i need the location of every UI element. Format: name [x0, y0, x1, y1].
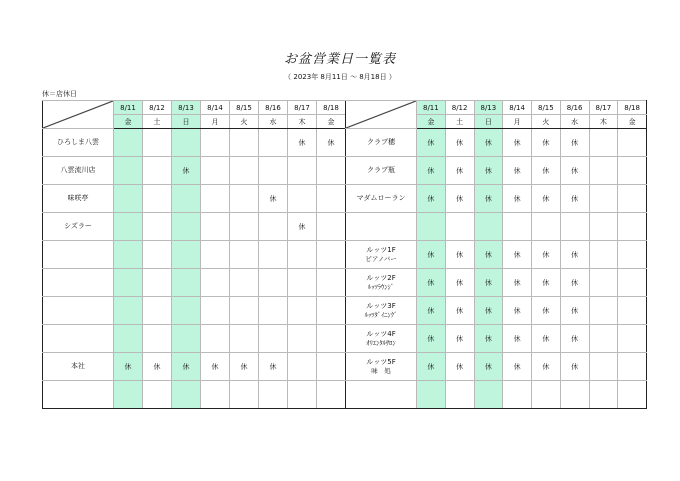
status-cell — [317, 157, 346, 185]
table-row — [43, 185, 346, 213]
status-cell: 休 — [172, 353, 201, 381]
status-cell — [230, 297, 259, 325]
weekday-header-cell: 木 — [288, 115, 317, 129]
status-cell: 休 — [230, 353, 259, 381]
weekday-header-cell: 月 — [201, 115, 230, 129]
status-cell — [114, 185, 143, 213]
status-cell — [259, 381, 288, 409]
store-name-cell — [346, 325, 417, 353]
status-cell: 休 — [560, 129, 589, 157]
status-cell — [474, 381, 503, 409]
store-name-line: 八雲流川店 — [60, 166, 96, 174]
status-cell — [259, 213, 288, 241]
weekday-header-cell: 土 — [445, 115, 474, 129]
status-cell — [618, 297, 647, 325]
status-cell — [201, 213, 230, 241]
status-cell — [589, 241, 618, 269]
store-name-line: ピアノバー — [365, 254, 397, 263]
status-cell — [317, 353, 346, 381]
status-cell: 休 — [417, 297, 446, 325]
table-row — [346, 241, 647, 269]
status-cell — [143, 157, 172, 185]
status-cell — [230, 213, 259, 241]
legend-text: 休＝店休日 — [42, 90, 77, 98]
status-cell — [589, 185, 618, 213]
status-cell: 休 — [503, 241, 532, 269]
status-cell — [172, 325, 201, 353]
left-schedule-table — [42, 100, 346, 409]
status-cell — [445, 381, 474, 409]
store-name-cell — [43, 353, 114, 381]
status-cell — [230, 157, 259, 185]
status-cell: 休 — [503, 297, 532, 325]
store-name-cell — [43, 381, 114, 409]
store-name-line: ﾙｯﾂﾀﾞｲﾆﾝｸﾞ — [364, 310, 398, 319]
weekday-header-cell: 金 — [618, 115, 647, 129]
date-header-cell: 8/11 — [417, 101, 446, 115]
status-cell — [618, 129, 647, 157]
status-cell: 休 — [503, 129, 532, 157]
status-cell: 休 — [532, 325, 561, 353]
store-name-cell — [43, 157, 114, 185]
status-cell — [532, 213, 561, 241]
status-cell — [259, 129, 288, 157]
status-cell: 休 — [532, 353, 561, 381]
store-name-cell — [346, 353, 417, 381]
status-cell — [230, 325, 259, 353]
status-cell: 休 — [445, 325, 474, 353]
status-cell — [172, 241, 201, 269]
status-cell: 休 — [503, 185, 532, 213]
status-cell — [114, 381, 143, 409]
right-schedule-table — [345, 100, 647, 409]
status-cell: 休 — [288, 129, 317, 157]
status-cell — [201, 325, 230, 353]
status-cell — [114, 129, 143, 157]
status-cell — [288, 297, 317, 325]
status-cell — [317, 325, 346, 353]
store-name-cell — [43, 241, 114, 269]
status-cell: 休 — [445, 129, 474, 157]
status-cell: 休 — [503, 353, 532, 381]
status-cell — [288, 381, 317, 409]
store-name-line: シズラー — [64, 222, 92, 230]
status-cell: 休 — [259, 185, 288, 213]
table-row — [346, 213, 647, 241]
store-name-cell — [346, 381, 417, 409]
status-cell — [201, 269, 230, 297]
status-cell — [172, 297, 201, 325]
status-cell — [288, 325, 317, 353]
status-cell: 休 — [474, 129, 503, 157]
status-cell: 休 — [560, 325, 589, 353]
status-cell — [143, 129, 172, 157]
status-cell: 休 — [474, 269, 503, 297]
diagonal-line-icon — [346, 101, 416, 128]
status-cell: 休 — [259, 353, 288, 381]
store-name-cell — [346, 269, 417, 297]
status-cell — [230, 269, 259, 297]
date-header-cell: 8/14 — [503, 101, 532, 115]
date-header-cell: 8/18 — [618, 101, 647, 115]
status-cell: 休 — [474, 157, 503, 185]
status-cell — [143, 325, 172, 353]
status-cell — [589, 157, 618, 185]
status-cell — [114, 241, 143, 269]
weekday-header-cell: 水 — [560, 115, 589, 129]
status-cell: 休 — [417, 241, 446, 269]
status-cell: 休 — [445, 353, 474, 381]
store-name-cell — [43, 297, 114, 325]
store-name-line: ﾙｯﾂﾗｳﾝｼﾞ — [368, 282, 394, 291]
status-cell — [317, 185, 346, 213]
weekday-header-cell: 金 — [317, 115, 346, 129]
table-row — [346, 297, 647, 325]
store-name-line: ルッツ5F — [366, 357, 396, 366]
date-header-cell: 8/12 — [143, 101, 172, 115]
status-cell — [618, 381, 647, 409]
date-header-cell: 8/12 — [445, 101, 474, 115]
store-name-line: ルッツ1F — [366, 245, 396, 254]
status-cell: 休 — [474, 353, 503, 381]
status-cell — [201, 381, 230, 409]
status-cell — [618, 185, 647, 213]
status-cell — [114, 325, 143, 353]
status-cell: 休 — [532, 269, 561, 297]
date-header-cell: 8/16 — [560, 101, 589, 115]
status-cell — [259, 325, 288, 353]
store-name-line: ひろしま八雲 — [57, 138, 99, 146]
table-row — [43, 353, 346, 381]
date-range-subtitle: （ 2023年 8月11日 ～ 8月18日 ） — [284, 73, 396, 81]
store-name-line: ｵﾘｴﾝﾀﾙｻﾛﾝ — [366, 338, 396, 347]
weekday-header-cell: 水 — [259, 115, 288, 129]
status-cell: 休 — [532, 157, 561, 185]
status-cell — [288, 353, 317, 381]
status-cell: 休 — [288, 213, 317, 241]
status-cell — [560, 381, 589, 409]
weekday-header-cell: 金 — [417, 115, 446, 129]
weekday-header-cell: 火 — [230, 115, 259, 129]
weekday-header-cell: 金 — [114, 115, 143, 129]
status-cell — [172, 381, 201, 409]
status-cell: 休 — [445, 269, 474, 297]
status-cell: 休 — [560, 185, 589, 213]
status-cell: 休 — [503, 269, 532, 297]
status-cell — [618, 353, 647, 381]
status-cell — [417, 381, 446, 409]
date-header-cell: 8/16 — [259, 101, 288, 115]
table-row — [346, 129, 647, 157]
status-cell — [618, 325, 647, 353]
table-row — [346, 157, 647, 185]
store-name-cell — [346, 297, 417, 325]
status-cell — [143, 213, 172, 241]
status-cell: 休 — [317, 129, 346, 157]
status-cell: 休 — [445, 297, 474, 325]
status-cell — [143, 269, 172, 297]
status-cell: 休 — [560, 157, 589, 185]
status-cell — [230, 185, 259, 213]
status-cell: 休 — [172, 157, 201, 185]
date-header-cell: 8/18 — [317, 101, 346, 115]
date-header-cell: 8/13 — [172, 101, 201, 115]
status-cell — [143, 381, 172, 409]
store-name-cell — [43, 213, 114, 241]
status-cell: 休 — [503, 157, 532, 185]
diagonal-line-icon — [43, 101, 113, 128]
status-cell: 休 — [560, 269, 589, 297]
status-cell — [114, 297, 143, 325]
status-cell — [230, 381, 259, 409]
status-cell — [201, 157, 230, 185]
status-cell — [589, 269, 618, 297]
table-row — [43, 381, 346, 409]
table-row — [43, 157, 346, 185]
store-name-line: 味咲亭 — [67, 194, 89, 202]
table-row — [43, 269, 346, 297]
date-header-cell: 8/14 — [201, 101, 230, 115]
status-cell: 休 — [474, 185, 503, 213]
status-cell: 休 — [201, 353, 230, 381]
table-row — [43, 241, 346, 269]
status-cell: 休 — [532, 297, 561, 325]
status-cell — [288, 269, 317, 297]
status-cell — [589, 297, 618, 325]
date-header-cell: 8/15 — [532, 101, 561, 115]
date-header-cell: 8/17 — [589, 101, 618, 115]
status-cell: 休 — [474, 297, 503, 325]
status-cell — [589, 381, 618, 409]
status-cell: 休 — [114, 353, 143, 381]
status-cell — [503, 381, 532, 409]
store-name-cell — [346, 185, 417, 213]
status-cell — [143, 241, 172, 269]
status-cell — [259, 297, 288, 325]
status-cell: 休 — [560, 297, 589, 325]
status-cell — [417, 213, 446, 241]
status-cell: 休 — [445, 157, 474, 185]
store-name-line: ルッツ4F — [366, 329, 396, 338]
status-cell: 休 — [503, 325, 532, 353]
status-cell — [114, 213, 143, 241]
status-cell — [618, 213, 647, 241]
store-name-line: ルッツ2F — [366, 273, 396, 282]
status-cell — [317, 297, 346, 325]
table-row — [43, 325, 346, 353]
status-cell — [230, 241, 259, 269]
status-cell: 休 — [532, 185, 561, 213]
status-cell — [618, 269, 647, 297]
status-cell — [230, 129, 259, 157]
store-name-cell — [346, 241, 417, 269]
status-cell — [503, 213, 532, 241]
table-row — [346, 185, 647, 213]
status-cell — [259, 157, 288, 185]
status-cell — [317, 381, 346, 409]
status-cell — [317, 269, 346, 297]
date-header-cell: 8/13 — [474, 101, 503, 115]
status-cell — [589, 353, 618, 381]
status-cell: 休 — [417, 185, 446, 213]
weekday-header-cell: 日 — [172, 115, 201, 129]
status-cell — [143, 297, 172, 325]
table-row — [43, 213, 346, 241]
status-cell: 休 — [417, 353, 446, 381]
store-name-cell — [43, 269, 114, 297]
status-cell: 休 — [417, 157, 446, 185]
table-row — [43, 129, 346, 157]
status-cell — [201, 129, 230, 157]
status-cell — [445, 213, 474, 241]
store-name-line: 味 処 — [371, 366, 391, 375]
status-cell — [172, 185, 201, 213]
status-cell: 休 — [560, 241, 589, 269]
weekday-header-cell: 月 — [503, 115, 532, 129]
status-cell — [317, 213, 346, 241]
header-corner-cell — [346, 101, 417, 129]
status-cell — [560, 213, 589, 241]
status-cell: 休 — [417, 129, 446, 157]
date-header-cell: 8/11 — [114, 101, 143, 115]
weekday-header-cell: 火 — [532, 115, 561, 129]
table-row — [346, 269, 647, 297]
status-cell: 休 — [532, 241, 561, 269]
status-cell: 休 — [417, 325, 446, 353]
page-title: お盆営業日一覧表 — [283, 52, 396, 67]
status-cell — [172, 269, 201, 297]
store-name-line: マダムローラン — [356, 194, 406, 202]
store-name-cell — [43, 325, 114, 353]
status-cell: 休 — [143, 353, 172, 381]
status-cell — [589, 129, 618, 157]
store-name-line: ルッツ3F — [366, 301, 396, 310]
table-row — [43, 297, 346, 325]
status-cell — [589, 213, 618, 241]
status-cell: 休 — [532, 129, 561, 157]
status-cell: 休 — [417, 269, 446, 297]
status-cell — [532, 381, 561, 409]
header-corner-cell — [43, 101, 114, 129]
weekday-header-cell: 日 — [474, 115, 503, 129]
status-cell — [589, 325, 618, 353]
store-name-cell — [43, 185, 114, 213]
status-cell — [317, 241, 346, 269]
status-cell — [474, 213, 503, 241]
status-cell — [618, 157, 647, 185]
store-name-cell — [346, 213, 417, 241]
status-cell — [172, 129, 201, 157]
store-name-line: 本社 — [71, 362, 85, 370]
status-cell — [201, 185, 230, 213]
status-cell — [143, 185, 172, 213]
store-name-cell — [43, 129, 114, 157]
store-name-cell — [346, 129, 417, 157]
table-row — [346, 353, 647, 381]
table-row — [346, 325, 647, 353]
status-cell — [172, 213, 201, 241]
store-name-line: クラブ穂 — [367, 138, 395, 146]
store-name-line: クラブ瓶 — [367, 166, 395, 174]
status-cell — [288, 157, 317, 185]
status-cell — [288, 185, 317, 213]
status-cell — [114, 269, 143, 297]
date-header-cell: 8/17 — [288, 101, 317, 115]
status-cell: 休 — [560, 353, 589, 381]
weekday-header-cell: 土 — [143, 115, 172, 129]
status-cell: 休 — [445, 185, 474, 213]
weekday-header-cell: 木 — [589, 115, 618, 129]
status-cell: 休 — [474, 241, 503, 269]
status-cell — [618, 241, 647, 269]
status-cell — [288, 241, 317, 269]
table-row — [346, 381, 647, 409]
status-cell — [114, 157, 143, 185]
status-cell — [201, 297, 230, 325]
store-name-cell — [346, 157, 417, 185]
status-cell — [259, 241, 288, 269]
status-cell — [259, 269, 288, 297]
status-cell: 休 — [445, 241, 474, 269]
status-cell: 休 — [474, 325, 503, 353]
date-header-cell: 8/15 — [230, 101, 259, 115]
status-cell — [201, 241, 230, 269]
